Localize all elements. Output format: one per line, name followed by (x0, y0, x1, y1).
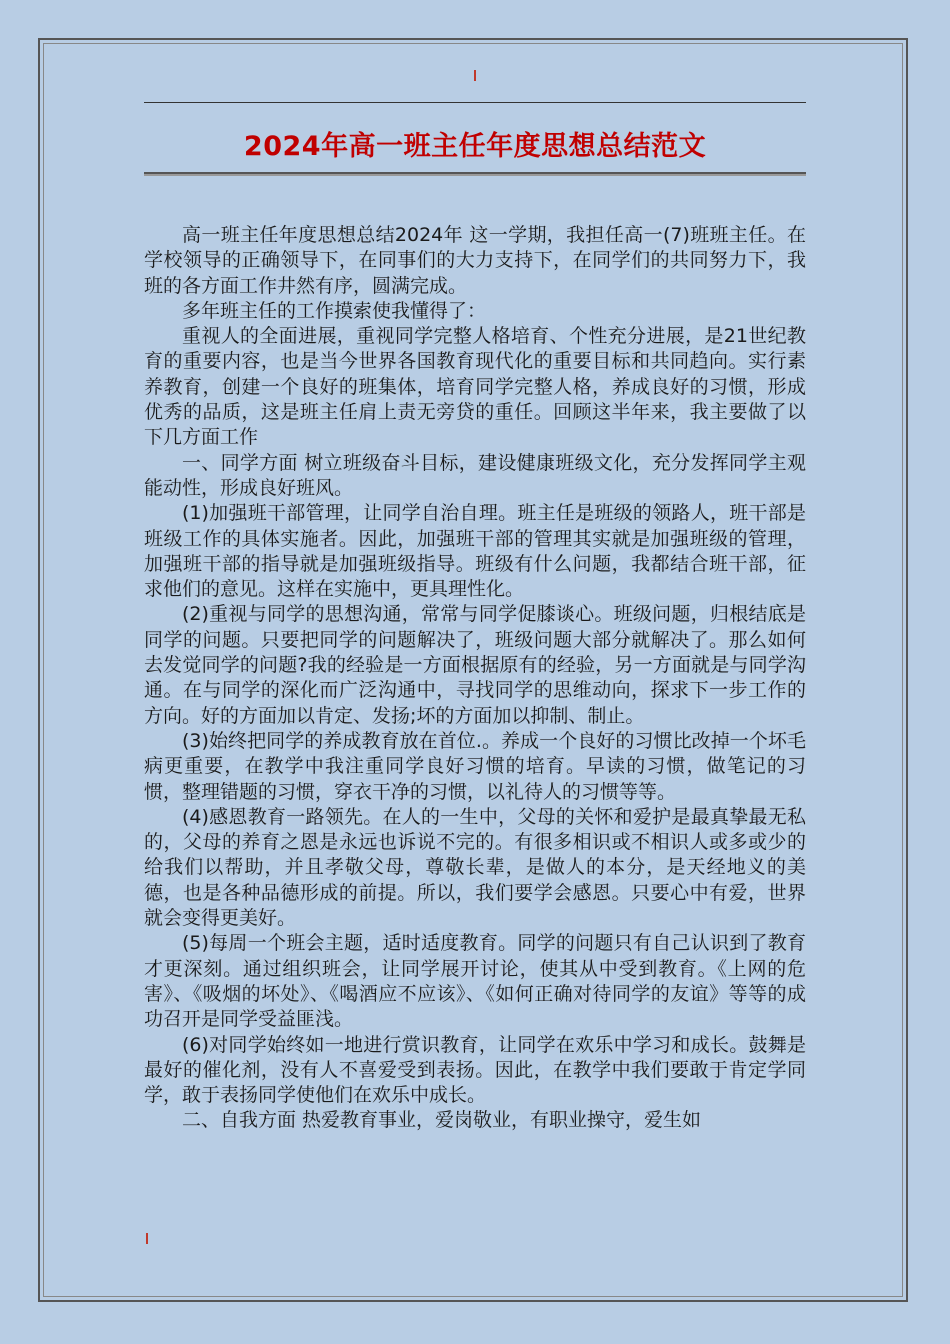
paragraph: 高一班主任年度思想总结2024年 这一学期，我担任高一(7)班班主任。在学校领导的正确领导下，在同事们的大力支持下，在同学们的共同努力下，我班的各方面工作井然有序，圆满完成。 (144, 224, 806, 297)
header-rule (144, 102, 806, 103)
paragraph: 二、自我方面 热爱教育事业，爱岗敬业，有职业操守，爱生如 (182, 1109, 702, 1132)
bottom-marker (146, 1233, 148, 1244)
title-underline (144, 172, 806, 174)
paragraph: (1)加强班干部管理，让同学自治自理。班主任是班级的领路人，班干部是班级工作的具体实施者。因此，加强班干部的管理其实就是加强班级的管理，加强班干部的指导就是加强班级指导。班级有什么问题，我都结合班干部，征求他们的意见。这样在实施中，更具理性化。 (144, 502, 806, 601)
top-marker (474, 70, 476, 81)
paragraph: 一、同学方面 树立班级奋斗目标，建设健康班级文化，充分发挥同学主观能动性，形成良好班风。 (144, 451, 806, 499)
paragraph: (4)感恩教育一路领先。在人的一生中，父母的关怀和爱护是最真挚最无私的，父母的养育之恩是永远也诉说不完的。有很多相识或不相识人或多或少的给我们以帮助，并且孝敬父母，尊敬长辈，是做人的本分，是天经地义的美德，也是各种品德形成的前提。所以，我们要学会感恩。只要心中有爱，世界就会变得更美好。 (144, 805, 806, 930)
paragraph: (3)始终把同学的养成教育放在首位.。养成一个良好的习惯比改掉一个坏毛病更重要，在教学中我注重同学良好习惯的培育。早读的习惯，做笔记的习惯，整理错题的习惯，穿衣干净的习惯，以礼待人的习惯等等。 (144, 729, 806, 803)
document-title: 2024年高一班主任年度思想总结范文 (243, 131, 707, 162)
document-body (144, 223, 806, 1134)
paragraph: (6)对同学始终如一地进行赏识教育，让同学在欢乐中学习和成长。鼓舞是最好的催化剂，没有人不喜爱受到表扬。因此，在教学中我们要敢于肯定学同学，敢于表扬同学使他们在欢乐中成长。 (144, 1033, 806, 1107)
paragraph: 多年班主任的工作摸索使我懂得了： (182, 299, 487, 322)
paragraph: 重视人的全面进展，重视同学完整人格培育、个性充分进展，是21世纪教育的重要内容，也是当今世界各国教育现代化的重要目标和共同趋向。实行素养教育，创建一个良好的班集体，培育同学完整人格，养成良好的习惯，形成优秀的品质，这是班主任肩上责无旁贷的重任。回顾这半年来，我主要做了以下几方面工作 (144, 325, 806, 449)
paragraph: (2)重视与同学的思想沟通，常常与同学促膝谈心。班级问题，归根结底是同学的问题。只要把同学的问题解决了，班级问题大部分就解决了。那么如何去发觉同学的问题?我的经验是一方面根据原有的经验，另一方面就是与同学沟通。在与同学的深化而广泛沟通中，寻找同学的思维动向，探求下一步工作的方向。好的方面加以肯定、发扬;坏的方面加以抑制、制止。 (144, 603, 806, 727)
paragraph: (5)每周一个班会主题，适时适度教育。同学的问题只有自己认识到了教育才更深刻。通过组织班会，让同学展开讨论，使其从中受到教育。《上网的危害》、《吸烟的坏处》、《喝酒应不应该》、《如何正确对待同学的友谊》等等的成功召开是同学受益匪浅。 (144, 932, 806, 1031)
